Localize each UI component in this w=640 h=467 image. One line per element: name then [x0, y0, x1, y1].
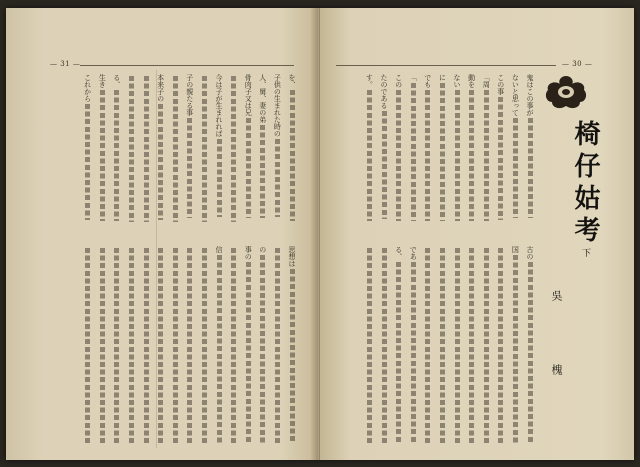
text-column — [113, 246, 120, 446]
print-texture — [100, 90, 105, 221]
article-author: 吳 槐 — [550, 290, 563, 401]
text-column — [380, 74, 387, 224]
text-column — [526, 246, 533, 446]
text-column — [230, 246, 237, 446]
left-page — [6, 8, 318, 460]
print-texture — [498, 97, 503, 220]
print-texture — [85, 248, 90, 444]
print-texture — [513, 255, 518, 443]
text-column — [526, 74, 533, 224]
text-column-content: この — [394, 74, 403, 88]
text-column-content: る、 — [112, 74, 121, 88]
print-texture — [513, 118, 518, 218]
text-column — [215, 246, 222, 446]
text-column — [127, 246, 134, 446]
print-texture — [202, 248, 207, 444]
print-texture — [114, 90, 119, 221]
text-column-content: の — [258, 246, 267, 253]
left-page-number: — 31 — — [50, 60, 81, 68]
text-column — [171, 74, 178, 224]
print-texture — [231, 248, 236, 444]
text-column-content: ないと思って — [511, 74, 520, 116]
print-texture — [469, 248, 474, 444]
text-column-content: す。 — [365, 74, 374, 88]
right-page-number: — 30 — — [562, 60, 593, 68]
text-column — [157, 74, 164, 224]
text-column-content: 「 — [409, 74, 418, 81]
print-texture — [260, 125, 265, 218]
print-texture — [382, 248, 387, 444]
text-column-content: 信 — [215, 246, 223, 253]
text-column-content: でも — [423, 74, 432, 88]
text-column — [395, 246, 402, 446]
text-column — [273, 74, 280, 224]
print-texture — [187, 248, 192, 444]
text-column-content: を、 — [288, 74, 296, 88]
print-texture — [158, 104, 163, 220]
print-texture — [173, 248, 178, 444]
print-texture — [202, 76, 207, 222]
print-texture — [129, 248, 134, 444]
print-texture — [382, 111, 387, 219]
text-column — [468, 246, 475, 446]
text-column — [511, 246, 518, 446]
text-column-content: たのである — [380, 74, 388, 109]
text-column-content: 生き — [98, 74, 107, 88]
print-texture — [100, 248, 105, 444]
print-texture — [411, 83, 416, 221]
article-title-suffix: 下 — [580, 248, 590, 257]
print-texture — [144, 76, 149, 222]
text-column — [424, 74, 431, 224]
print-texture — [425, 90, 430, 221]
text-column — [142, 74, 149, 224]
article-title-text: 椅仔姑考 — [570, 120, 600, 248]
text-column — [230, 74, 237, 224]
text-column — [244, 74, 251, 224]
print-texture — [144, 248, 149, 444]
right-header-rule — [336, 65, 556, 66]
print-texture — [484, 248, 489, 444]
text-column — [409, 246, 416, 446]
text-column — [98, 246, 105, 446]
print-texture — [440, 248, 445, 444]
print-texture — [217, 255, 222, 443]
article-title — [570, 120, 600, 257]
text-column — [438, 246, 445, 446]
text-column — [482, 74, 489, 224]
text-column — [186, 74, 193, 224]
book-spread — [6, 8, 634, 460]
print-texture — [246, 262, 251, 443]
text-column — [171, 246, 178, 446]
text-column-content: 「周 — [482, 74, 491, 88]
print-texture — [528, 118, 533, 218]
text-column-content: る、 — [394, 246, 403, 260]
print-texture — [455, 90, 460, 221]
text-column — [453, 246, 460, 446]
print-texture — [411, 262, 416, 443]
print-texture — [114, 248, 119, 444]
text-column — [84, 246, 91, 446]
text-column-content: この事 — [496, 74, 505, 95]
print-texture — [290, 90, 295, 221]
print-texture — [367, 248, 372, 444]
print-texture — [173, 76, 178, 222]
right-page — [320, 8, 634, 460]
text-column — [98, 74, 105, 224]
text-column — [113, 74, 120, 224]
text-column — [215, 74, 222, 224]
text-column-content: 今は子が生まれれば — [215, 74, 223, 137]
text-column-content: ない — [453, 74, 461, 88]
text-column — [200, 74, 207, 224]
text-column — [288, 74, 295, 224]
text-column-content: 思想は — [288, 246, 296, 267]
text-column — [259, 246, 266, 446]
text-column — [127, 74, 134, 224]
print-texture — [85, 104, 90, 220]
print-texture — [217, 139, 222, 217]
text-column-content: に — [438, 74, 447, 81]
print-texture — [275, 248, 280, 444]
left-header-rule — [80, 65, 294, 66]
text-column — [395, 74, 402, 224]
print-texture — [187, 118, 192, 218]
text-column-content: 動を — [467, 74, 476, 88]
text-column — [497, 246, 504, 446]
text-column — [511, 74, 518, 224]
text-column-content: 本来子の — [156, 74, 165, 102]
text-column-content: 骨肉子又は兄 — [244, 74, 253, 116]
print-texture — [498, 248, 503, 444]
text-column — [244, 246, 251, 446]
print-texture — [290, 269, 295, 442]
print-texture — [469, 90, 474, 221]
flower-emblem-icon — [542, 74, 590, 110]
text-column — [365, 74, 372, 224]
text-column — [380, 246, 387, 446]
text-column — [409, 74, 416, 224]
text-column — [438, 74, 445, 224]
text-column-content: 子の親たる事 — [185, 74, 194, 116]
print-texture — [158, 248, 163, 444]
print-texture — [275, 139, 280, 217]
print-texture — [484, 90, 489, 221]
text-column — [497, 74, 504, 224]
text-column — [200, 246, 207, 446]
text-column — [273, 246, 280, 446]
print-texture — [528, 262, 533, 443]
print-texture — [440, 83, 445, 221]
print-texture — [367, 90, 372, 221]
print-texture — [231, 76, 236, 222]
text-column — [468, 74, 475, 224]
text-column — [142, 246, 149, 446]
text-column — [259, 74, 266, 224]
text-column — [482, 246, 489, 446]
print-texture — [396, 262, 401, 443]
text-column — [424, 246, 431, 446]
print-texture — [396, 90, 401, 221]
text-column-content: 古の — [526, 246, 534, 260]
text-column — [453, 74, 460, 224]
print-texture — [455, 248, 460, 444]
text-column-content: 鬼はこの事が — [526, 74, 534, 116]
text-column-content: 国 — [511, 246, 520, 253]
text-column-content: 事の — [244, 246, 253, 260]
print-texture — [425, 248, 430, 444]
text-column — [288, 246, 295, 446]
print-texture — [129, 76, 134, 222]
text-column — [157, 246, 164, 446]
text-column — [365, 246, 372, 446]
text-column-content: 人、舅、妻の弟 — [258, 74, 267, 123]
print-texture — [246, 118, 251, 218]
print-texture — [260, 255, 265, 443]
text-column — [84, 74, 91, 224]
text-column — [186, 246, 193, 446]
text-column-content: 子供の生まれた時の — [273, 74, 282, 137]
text-column-content: これから — [83, 74, 92, 102]
text-column-content: であ — [409, 246, 418, 260]
